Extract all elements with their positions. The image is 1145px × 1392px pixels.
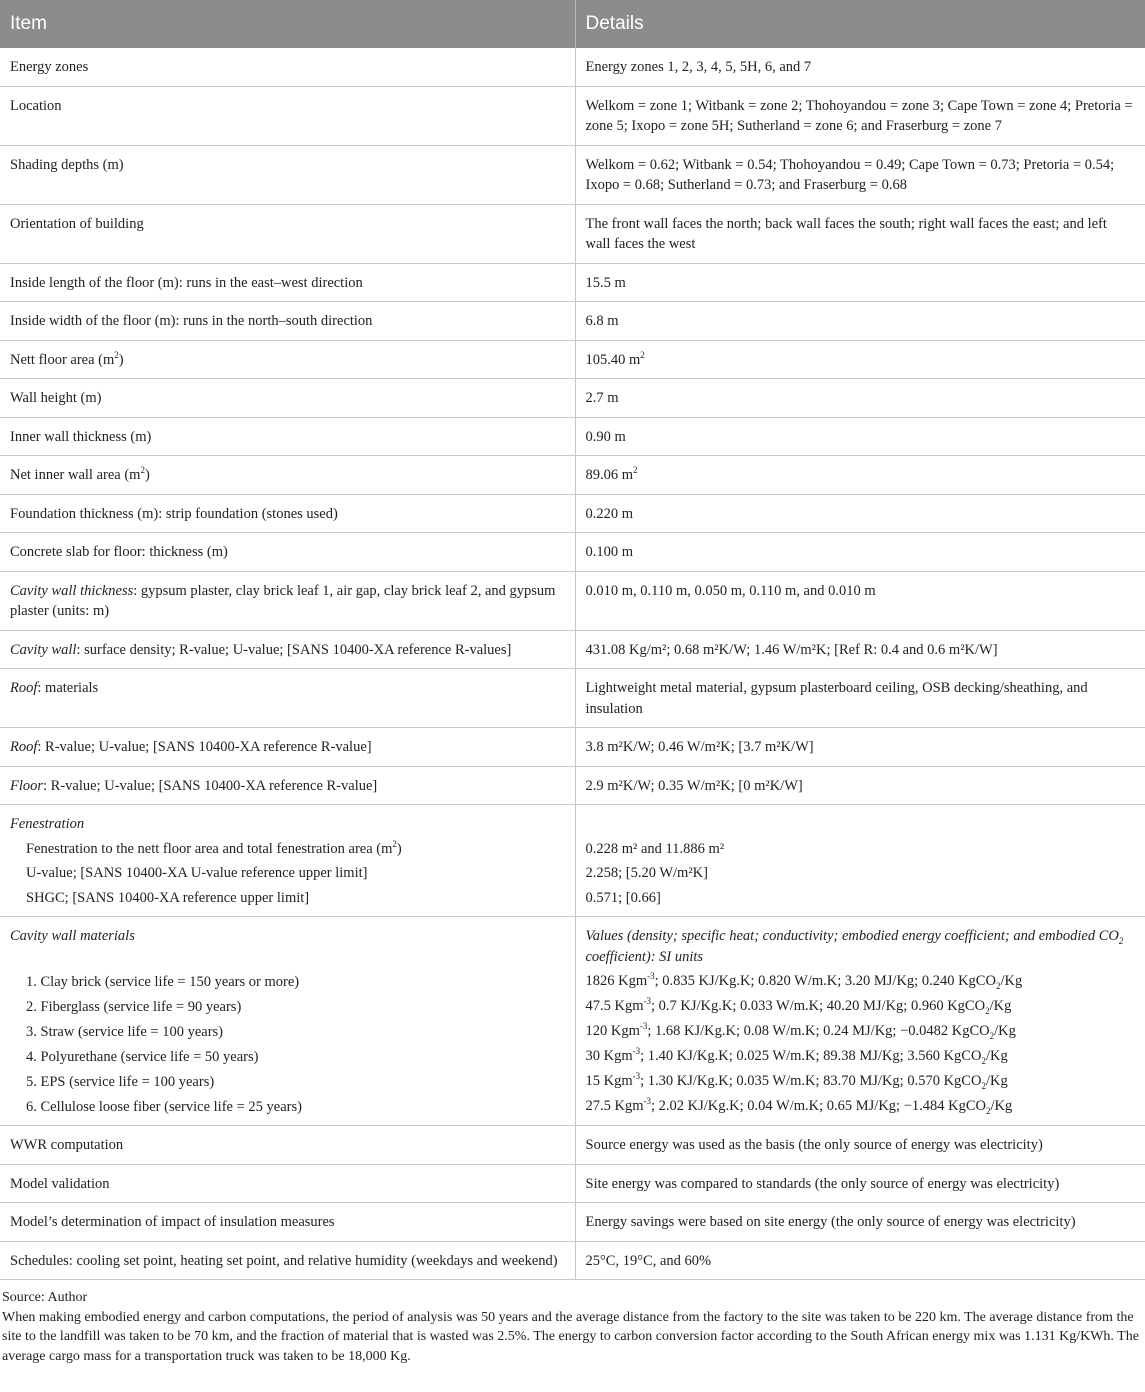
cell-details: Energy zones 1, 2, 3, 4, 5, 5H, 6, and 7 (575, 48, 1145, 86)
text: Net inner wall area (m (10, 467, 141, 483)
text: : gypsum plaster, clay brick leaf 1, air gap, clay brick leaf 2, and gypsum plaster (units: m) (10, 582, 556, 619)
italic-label: Cavity wall thickness (10, 582, 134, 599)
italic-label: Floor (10, 777, 44, 794)
material-labels (10, 972, 565, 1118)
header-item: Item (0, 0, 575, 48)
italic-label: Roof (10, 739, 38, 755)
source-note: Source: Author (2, 1290, 88, 1306)
cell-item: Model’s determination of impact of insulation measures (0, 1203, 575, 1242)
cell-details: 0.90 m (575, 417, 1145, 456)
text: coefficient): SI units (585, 948, 704, 965)
cell-item: Model validation (0, 1164, 575, 1203)
text: 105.40 m (585, 351, 641, 368)
table-row (0, 1241, 1145, 1280)
text: : surface density; R-value; U-value; [SANS 10400-XA reference R-values] (76, 641, 512, 658)
superscript: -3 (643, 996, 651, 1007)
fenestration-value: 2.258; [5.20 W/m²K] (585, 865, 708, 881)
cell-item: Energy zones (0, 48, 575, 86)
cell-details: Welkom = 0.62; Witbank = 0.54; Thohoyandou = 0.49; Cape Town = 0.73; Pretoria = 0.54; Ixopo = 0.68; Sutherland = 0.73; and Fraserburg = 0.68 (575, 145, 1145, 204)
cell-item (0, 456, 575, 495)
table-row (0, 494, 1145, 533)
text: : R-value; U-value; [SANS 10400-XA reference R-value] (43, 777, 378, 794)
spacer (586, 814, 1136, 835)
text: ) (396, 840, 402, 857)
cell-details: 2.7 m (575, 379, 1145, 418)
fenestration-line: SHGC; [SANS 10400-XA reference upper limit] (26, 889, 310, 906)
superscript: 2 (640, 349, 645, 360)
text: 47.5 Kgm (585, 998, 644, 1015)
cell-item: Location (0, 86, 575, 145)
text: /Kg (994, 1023, 1016, 1040)
subscript: 2 (995, 980, 1001, 991)
table-row (0, 204, 1145, 263)
fenestration-line (10, 839, 565, 860)
fenestration-value: 0.571; [0.66] (585, 889, 661, 906)
cell-details: 0.220 m (575, 494, 1145, 533)
superscript: -3 (632, 1071, 641, 1082)
table-row-materials (0, 917, 1145, 1126)
table-row (0, 1164, 1145, 1203)
cell-details: 431.08 Kg/m²; 0.68 m²K/W; 1.46 W/m²K; [Ref R: 0.4 and 0.6 m²K/W] (575, 630, 1145, 669)
text: Fenestration to the nett floor area and total fenestration area (m (26, 840, 393, 857)
superscript: -3 (647, 971, 655, 982)
material-label: 6. Cellulose loose fiber (service life = 25 years) (26, 1098, 302, 1115)
cell-details: 3.8 m²K/W; 0.46 W/m²K; [3.7 m²K/W] (575, 728, 1145, 767)
cell-item: Inside width of the floor (m): runs in the north–south direction (0, 302, 575, 341)
cell-item: Concrete slab for floor: thickness (m) (0, 533, 575, 572)
cell-details (575, 456, 1145, 495)
cell-item (0, 630, 575, 669)
cell-details: Lightweight metal material, gypsum plasterboard ceiling, OSB decking/sheathing, and insulation (575, 669, 1145, 728)
text: Nett floor area (m (10, 351, 115, 368)
superscript: 2 (633, 465, 638, 476)
cell-details: The front wall faces the north; back wall faces the south; right wall faces the east; and left wall faces the west (575, 204, 1145, 263)
table-row (0, 417, 1145, 456)
footnote: When making embodied energy and carbon computations, the period of analysis was 50 years and the average distance from the factory to the site was taken to be 220 km. The average distance from the site to the landfill was taken to be 70 km, and the fraction of material that is wasted was 2.5%. The energy to carbon conversion factor according to the South African energy mix was 1.131 Kg/KWh. The average cargo mass for a transportation truck was taken to be 18,000 Kg. (2, 1309, 1139, 1364)
cell-details: Site energy was compared to standards (the only source of energy was electricity) (575, 1164, 1145, 1203)
italic-label: Roof (10, 680, 38, 696)
cell-item: Schedules: cooling set point, heating set point, and relative humidity (weekdays and weekend) (0, 1241, 575, 1280)
table-row-fenestration (0, 805, 1145, 917)
cell-item (0, 728, 575, 767)
text: ; 1.30 KJ/Kg.K; 0.035 W/m.K; 83.70 MJ/Kg; 0.570 KgCO (640, 1073, 982, 1090)
text: 1826 Kgm (585, 973, 648, 989)
material-label: 2. Fiberglass (service life = 90 years) (26, 998, 242, 1015)
material-label: 1. Clay brick (service life = 150 years or more) (26, 973, 300, 990)
subscript: 2 (1118, 935, 1124, 946)
text: ; 1.40 KJ/Kg.K; 0.025 W/m.K; 89.38 MJ/Kg; 3.560 KgCO (640, 1048, 982, 1065)
table-row (0, 456, 1145, 495)
table-row (0, 571, 1145, 630)
cell-details: 2.9 m²K/W; 0.35 W/m²K; [0 m²K/W] (575, 766, 1145, 805)
subscript: 2 (989, 1031, 995, 1042)
text: /Kg (1000, 973, 1023, 989)
text: Values (density; specific heat; conductivity; embodied energy coefficient; and embodied CO (585, 928, 1119, 944)
cell-item: Inside length of the floor (m): runs in the east–west direction (0, 263, 575, 302)
cell-item (0, 917, 575, 1126)
text: 30 Kgm (585, 1048, 633, 1065)
material-label: 4. Polyurethane (service life = 50 years) (26, 1048, 259, 1065)
material-value (586, 1021, 1136, 1042)
table-row (0, 766, 1145, 805)
subscript: 2 (985, 1106, 991, 1117)
table-row (0, 379, 1145, 418)
text: ) (144, 467, 150, 483)
text: : materials (37, 680, 99, 696)
fenestration-heading: Fenestration (10, 816, 85, 832)
table-header-row (0, 0, 1145, 48)
superscript: -3 (632, 1046, 641, 1057)
text: : R-value; U-value; [SANS 10400-XA reference R-value] (37, 739, 372, 755)
cell-item: WWR computation (0, 1126, 575, 1165)
table-row (0, 1126, 1145, 1165)
table-row (0, 669, 1145, 728)
table-row (0, 263, 1145, 302)
cell-details: 25°C, 19°C, and 60% (575, 1241, 1145, 1280)
text: ) (118, 351, 124, 368)
fenestration-value: 0.228 m² and 11.886 m² (585, 840, 725, 857)
text: /Kg (985, 1073, 1008, 1090)
cell-item (0, 805, 575, 917)
material-value (586, 1096, 1136, 1117)
cell-item (0, 340, 575, 379)
text: /Kg (985, 1048, 1008, 1065)
superscript: 2 (140, 465, 145, 476)
cell-item: Foundation thickness (m): strip foundation (stones used) (0, 494, 575, 533)
table-row (0, 302, 1145, 341)
cell-details (575, 805, 1145, 917)
table-row (0, 340, 1145, 379)
text: 89.06 m (585, 467, 634, 483)
cell-details: Source energy was used as the basis (the only source of energy was electricity) (575, 1126, 1145, 1165)
text: ; 1.68 KJ/Kg.K; 0.08 W/m.K; 0.24 MJ/Kg; −0.0482 KgCO (647, 1023, 990, 1040)
table-row (0, 48, 1145, 86)
table-row (0, 145, 1145, 204)
cell-details: 15.5 m (575, 263, 1145, 302)
material-value (586, 1071, 1136, 1092)
values-heading (586, 926, 1136, 967)
material-value (586, 1046, 1136, 1067)
material-value (586, 996, 1136, 1017)
cell-item (0, 669, 575, 728)
material-value (586, 971, 1136, 992)
text: /Kg (989, 998, 1012, 1015)
cell-details (575, 917, 1145, 1126)
subscript: 2 (985, 1005, 990, 1016)
text: ; 0.7 KJ/Kg.K; 0.033 W/m.K; 40.20 MJ/Kg; 0.960 KgCO (651, 998, 986, 1015)
material-label: 3. Straw (service life = 100 years) (26, 1023, 224, 1040)
italic-label: Cavity wall (10, 641, 77, 658)
text: 27.5 Kgm (585, 1098, 644, 1115)
text: 120 Kgm (585, 1023, 640, 1040)
text: 15 Kgm (585, 1073, 633, 1090)
table-row (0, 86, 1145, 145)
cell-details: 6.8 m (575, 302, 1145, 341)
cell-item: Wall height (m) (0, 379, 575, 418)
cell-details: Welkom = zone 1; Witbank = zone 2; Thohoyandou = zone 3; Cape Town = zone 4; Pretoria = zone 5; Ixopo = zone 5H; Sutherland = zone 6; and Fraserburg = zone 7 (575, 86, 1145, 145)
subscript: 2 (981, 1081, 986, 1092)
table-row (0, 630, 1145, 669)
cell-details: 0.100 m (575, 533, 1145, 572)
superscript: 2 (114, 349, 119, 360)
cell-details (575, 340, 1145, 379)
cell-item: Inner wall thickness (m) (0, 417, 575, 456)
material-values (586, 971, 1136, 1117)
cell-item: Shading depths (m) (0, 145, 575, 204)
table-row (0, 728, 1145, 767)
cell-item (0, 571, 575, 630)
table-row (0, 1203, 1145, 1242)
table-footer (0, 1280, 1145, 1366)
spacer (10, 947, 565, 972)
cell-item: Orientation of building (0, 204, 575, 263)
material-label: 5. EPS (service life = 100 years) (26, 1073, 215, 1090)
fenestration-line: U-value; [SANS 10400-XA U-value reference upper limit] (26, 865, 368, 881)
table-row (0, 533, 1145, 572)
superscript: -3 (643, 1096, 651, 1107)
materials-heading: Cavity wall materials (10, 928, 135, 944)
cell-details: Energy savings were based on site energy (the only source of energy was electricity) (575, 1203, 1145, 1242)
superscript: -3 (639, 1021, 648, 1032)
cell-details: 0.010 m, 0.110 m, 0.050 m, 0.110 m, and 0.010 m (575, 571, 1145, 630)
text: ; 0.835 KJ/Kg.K; 0.820 W/m.K; 3.20 MJ/Kg; 0.240 KgCO (654, 973, 996, 989)
superscript: 2 (392, 838, 397, 849)
text: ; 2.02 KJ/Kg.K; 0.04 W/m.K; 0.65 MJ/Kg; −1.484 KgCO (651, 1098, 986, 1115)
header-details: Details (575, 0, 1145, 48)
cell-item (0, 766, 575, 805)
subscript: 2 (981, 1056, 986, 1067)
text: /Kg (990, 1098, 1013, 1115)
